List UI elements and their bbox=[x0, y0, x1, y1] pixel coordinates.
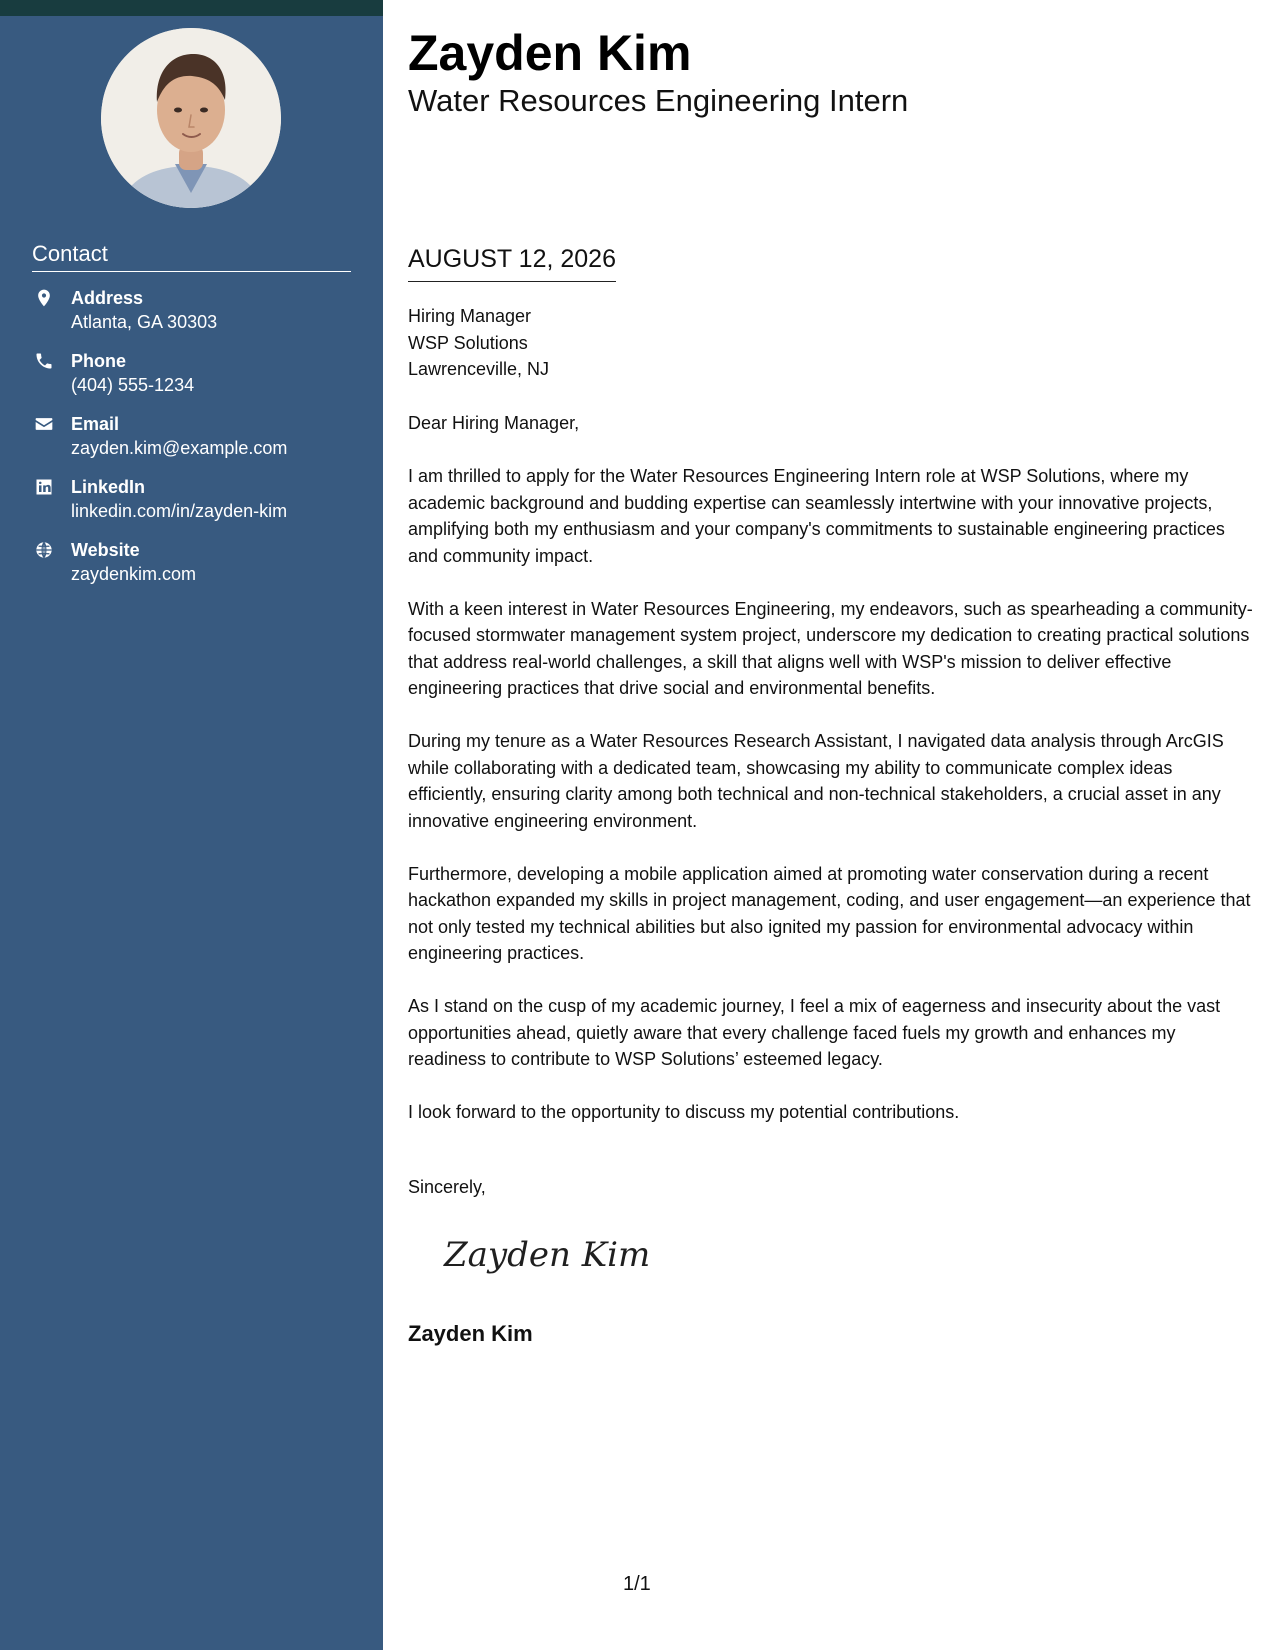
globe-icon bbox=[34, 540, 54, 560]
paragraph-6: I look forward to the opportunity to discuss my potential contributions. bbox=[408, 1102, 960, 1122]
phone-icon bbox=[34, 351, 54, 371]
contact-item-email bbox=[32, 412, 362, 475]
paragraph-3: During my tenure as a Water Resources Research Assistant, I navigated data analysis through ArcGIS while collaborating with a dedicated team, showcasing my ability to communicate complex ideas efficiently, ensuring clarity among both technical and non-technical stakeholders, a crucial asset in any innovative engineering environment. bbox=[408, 731, 1224, 831]
contact-label-address: Address bbox=[71, 288, 144, 308]
contact-label-phone: Phone bbox=[71, 351, 127, 371]
recipient-line-2: WSP Solutions bbox=[408, 332, 528, 353]
sidebar-top-bar bbox=[0, 0, 383, 16]
page-number: 1/1 bbox=[623, 1573, 651, 1595]
handwritten-signature bbox=[438, 1232, 658, 1280]
recipient-line-1: Hiring Manager bbox=[408, 306, 532, 326]
applicant-name: Zayden Kim bbox=[408, 25, 692, 81]
letter-main bbox=[408, 0, 1253, 1650]
salutation: Dear Hiring Manager, bbox=[408, 413, 580, 433]
contact-item-linkedin bbox=[32, 475, 362, 538]
recipient-line-3: Lawrenceville, NJ bbox=[408, 359, 550, 379]
paragraph-2: With a keen interest in Water Resources Engineering, my endeavors, such as spearheading a community-focused stormwater management system project, underscore my dedication to creating practical solutions that address real-world challenges, a skill that aligns well with WSP's mission to deliver effective engineering practices that drive social and environmental benefits. bbox=[408, 598, 1253, 698]
contact-value-linkedin: linkedin.com/in/zayden-kim bbox=[71, 501, 288, 521]
contact-value-email: zayden.kim@example.com bbox=[71, 438, 288, 458]
sidebar bbox=[0, 0, 383, 1650]
avatar bbox=[101, 28, 281, 208]
signature-graphic bbox=[438, 1232, 658, 1280]
closing: Sincerely, bbox=[408, 1177, 486, 1197]
contact-item-address bbox=[32, 286, 362, 349]
paragraph-1: I am thrilled to apply for the Water Resources Engineering Intern role at WSP Solutions, where my academic background and budding expertise can seamlessly intertwine with your innovative projects, amplifying both my enthusiasm and your company's commitments to sustainable engineering practices and community impact. bbox=[408, 466, 1225, 566]
contact-heading: Contact bbox=[32, 240, 351, 272]
contact-label-email: Email bbox=[71, 414, 120, 434]
svg-text:Zayden Kim: Zayden Kim bbox=[444, 1235, 651, 1275]
contact-item-website bbox=[32, 538, 362, 601]
paragraph-5: As I stand on the cusp of my academic journey, I feel a mix of eagerness and insecurity about the vast opportunities ahead, quietly aware that every challenge faced fuels my growth and enhances my readiness to contribute to WSP Solutions’ esteemed legacy. bbox=[408, 996, 1221, 1069]
map-pin-icon bbox=[34, 288, 54, 308]
contact-item-phone bbox=[32, 349, 362, 412]
contact-value-phone: (404) 555-1234 bbox=[71, 375, 195, 395]
profile-photo bbox=[101, 28, 281, 208]
contact-label-linkedin: LinkedIn bbox=[71, 477, 146, 497]
contact-value-address: Atlanta, GA 30303 bbox=[71, 312, 218, 332]
signed-name: Zayden Kim bbox=[408, 1321, 533, 1346]
contact-list bbox=[32, 286, 362, 601]
contact-value-website: zaydenkim.com bbox=[71, 564, 197, 584]
contact-label-website: Website bbox=[71, 540, 140, 560]
envelope-icon bbox=[34, 414, 54, 434]
linkedin-icon bbox=[34, 477, 54, 497]
letter-body bbox=[408, 410, 1253, 1152]
job-title: Water Resources Engineering Intern bbox=[408, 83, 909, 118]
letter-date: AUGUST 12, 2026 bbox=[408, 244, 616, 282]
paragraph-4: Furthermore, developing a mobile application aimed at promoting water conservation during a recent hackathon expanded my skills in project management, coding, and user engagement—an experience that not only tested my technical abilities but also ignited my passion for environmental advocacy within engineering practices. bbox=[408, 863, 1251, 963]
recipient-block bbox=[408, 303, 549, 383]
